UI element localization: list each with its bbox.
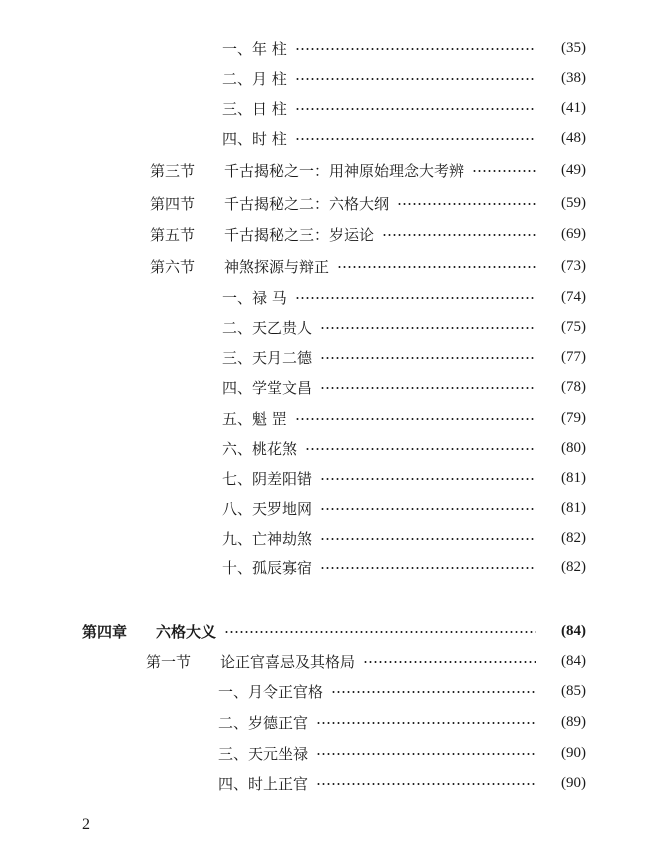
dot-leader bbox=[320, 387, 536, 389]
toc-entry[interactable] bbox=[222, 494, 586, 522]
toc-entry[interactable] bbox=[222, 553, 586, 581]
toc-entry[interactable] bbox=[222, 524, 586, 552]
chapter-number: 第四章 bbox=[82, 622, 128, 641]
toc-section[interactable] bbox=[150, 220, 586, 248]
dot-leader bbox=[224, 631, 536, 633]
section-number: 第五节 bbox=[150, 225, 196, 244]
dot-leader bbox=[320, 508, 536, 510]
toc-entry-title: 三、天月二德 bbox=[222, 348, 313, 367]
dot-leader bbox=[295, 297, 536, 299]
section-page: (59) bbox=[561, 194, 586, 211]
toc-entry-page: (81) bbox=[561, 499, 586, 516]
dot-leader bbox=[316, 753, 536, 755]
toc-entry-page: (85) bbox=[561, 682, 586, 699]
section-number: 第三节 bbox=[150, 161, 196, 180]
section-title: 千古揭秘之二：六格大纲 bbox=[224, 194, 390, 213]
section-page: (49) bbox=[561, 161, 586, 178]
page-number: 2 bbox=[82, 816, 90, 833]
section-page: (84) bbox=[561, 652, 586, 669]
toc-entry[interactable] bbox=[218, 769, 586, 797]
dot-leader bbox=[316, 783, 536, 785]
section-number: 第六节 bbox=[150, 257, 196, 276]
toc-entry-title: 四、时 柱 bbox=[222, 129, 287, 148]
toc-entry-page: (75) bbox=[561, 318, 586, 335]
toc-entry-page: (79) bbox=[561, 409, 586, 426]
dot-leader bbox=[320, 567, 536, 569]
dot-leader bbox=[472, 170, 536, 172]
toc-entry[interactable] bbox=[222, 404, 586, 432]
dot-leader bbox=[382, 234, 536, 236]
dot-leader bbox=[331, 691, 536, 693]
dot-leader bbox=[320, 478, 536, 480]
section-page: (73) bbox=[561, 257, 586, 274]
toc-entry-title: 十、孤辰寡宿 bbox=[222, 558, 313, 577]
dot-leader bbox=[397, 203, 536, 205]
toc-entry-title: 一、月令正官格 bbox=[218, 682, 324, 701]
dot-leader bbox=[320, 538, 536, 540]
toc-entry-page: (38) bbox=[561, 69, 586, 86]
toc-entry[interactable] bbox=[222, 124, 586, 152]
toc-entry-title: 一、禄 马 bbox=[222, 288, 287, 307]
toc-entry[interactable] bbox=[222, 373, 586, 401]
toc-entry-title: 三、日 柱 bbox=[222, 99, 287, 118]
toc-entry-page: (82) bbox=[561, 529, 586, 546]
toc-entry[interactable] bbox=[222, 94, 586, 122]
toc-entry[interactable] bbox=[218, 739, 586, 767]
toc-entry[interactable] bbox=[218, 677, 586, 705]
section-title: 千古揭秘之一：用神原始理念大考辨 bbox=[224, 161, 465, 180]
toc-entry-page: (90) bbox=[561, 774, 586, 791]
toc-entry-title: 三、天元坐禄 bbox=[218, 744, 309, 763]
toc-entry-title: 五、魁 罡 bbox=[222, 409, 287, 428]
toc-section[interactable] bbox=[150, 189, 586, 217]
toc-entry-title: 七、阴差阳错 bbox=[222, 469, 313, 488]
toc-entry-page: (48) bbox=[561, 129, 586, 146]
dot-leader bbox=[295, 138, 536, 140]
toc-entry-page: (77) bbox=[561, 348, 586, 365]
toc-entry-title: 八、天罗地网 bbox=[222, 499, 313, 518]
chapter-page: (84) bbox=[561, 622, 586, 639]
dot-leader bbox=[295, 48, 536, 50]
toc-entry-page: (81) bbox=[561, 469, 586, 486]
toc-entry-page: (35) bbox=[561, 39, 586, 56]
dot-leader bbox=[305, 448, 536, 450]
section-number: 第四节 bbox=[150, 194, 196, 213]
dot-leader bbox=[337, 266, 536, 268]
toc-entry-page: (78) bbox=[561, 378, 586, 395]
toc-entry[interactable] bbox=[222, 464, 586, 492]
toc-entry-title: 四、学堂文昌 bbox=[222, 378, 313, 397]
toc-section[interactable] bbox=[146, 647, 586, 675]
dot-leader bbox=[320, 327, 536, 329]
toc-entry-title: 二、岁德正官 bbox=[218, 713, 309, 732]
toc-chapter[interactable] bbox=[82, 617, 586, 645]
toc-entry-title: 二、月 柱 bbox=[222, 69, 287, 88]
toc-entry[interactable] bbox=[222, 34, 586, 62]
dot-leader bbox=[363, 661, 536, 663]
dot-leader bbox=[316, 722, 536, 724]
toc-entry-page: (89) bbox=[561, 713, 586, 730]
dot-leader bbox=[295, 418, 536, 420]
section-number: 第一节 bbox=[146, 652, 192, 671]
toc-section[interactable] bbox=[150, 252, 586, 280]
toc-section[interactable] bbox=[150, 156, 586, 184]
toc-entry-title: 六、桃花煞 bbox=[222, 439, 298, 458]
toc-entry[interactable] bbox=[222, 313, 586, 341]
toc-entry-title: 一、年 柱 bbox=[222, 39, 287, 58]
toc-entry-page: (82) bbox=[561, 558, 586, 575]
toc-entry[interactable] bbox=[218, 708, 586, 736]
dot-leader bbox=[320, 357, 536, 359]
toc-entry-title: 二、天乙贵人 bbox=[222, 318, 313, 337]
dot-leader bbox=[295, 108, 536, 110]
toc-entry-page: (80) bbox=[561, 439, 586, 456]
toc-entry-page: (41) bbox=[561, 99, 586, 116]
toc-entry[interactable] bbox=[222, 64, 586, 92]
section-title: 论正官喜忌及其格局 bbox=[220, 652, 356, 671]
toc-entry-page: (74) bbox=[561, 288, 586, 305]
section-title: 千古揭秘之三：岁运论 bbox=[224, 225, 375, 244]
toc-entry[interactable] bbox=[222, 343, 586, 371]
section-title: 神煞探源与辩正 bbox=[224, 257, 330, 276]
dot-leader bbox=[295, 78, 536, 80]
toc-entry-page: (90) bbox=[561, 744, 586, 761]
chapter-title: 六格大义 bbox=[156, 622, 217, 641]
toc-entry-title: 四、时上正官 bbox=[218, 774, 309, 793]
toc-entry-title: 九、亡神劫煞 bbox=[222, 529, 313, 548]
toc-entry[interactable] bbox=[222, 283, 586, 311]
section-page: (69) bbox=[561, 225, 586, 242]
toc-entry[interactable] bbox=[222, 434, 586, 462]
